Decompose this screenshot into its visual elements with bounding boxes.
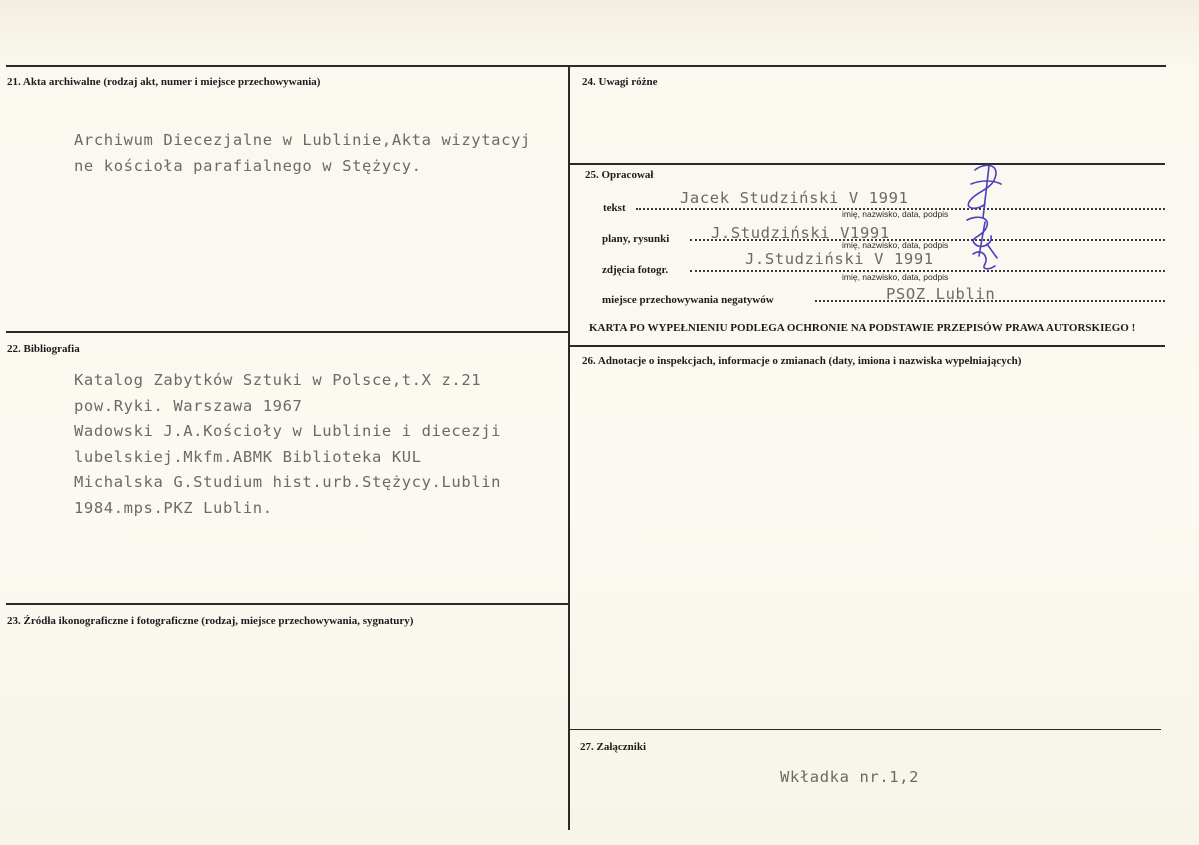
- divider-26-27: [569, 729, 1161, 730]
- bibliography-line-4: lubelskiej.Mkfm.ABMK Biblioteka KUL: [74, 447, 422, 466]
- divider-22-23: [6, 603, 569, 605]
- section-21-text: [74, 128, 531, 179]
- row-plany-label: plany, rysunki: [602, 233, 670, 245]
- section-27-label: 27. Załączniki: [580, 741, 647, 753]
- center-divider: [568, 65, 570, 830]
- row-plany-hint: imię, nazwisko, data, podpis: [842, 240, 949, 250]
- signature-mark: [945, 158, 1015, 278]
- bibliography-line-1: Katalog Zabytków Sztuki w Polsce,t.X z.21: [74, 371, 482, 389]
- row-tekst-label: tekst: [603, 202, 626, 214]
- row-zdjecia-label: zdjęcia fotogr.: [602, 264, 669, 276]
- divider-24-25: [569, 163, 1165, 165]
- section-26-label: 26. Adnotacje o inspekcjach, informacje o zmianach (daty, imiona i nazwiska wypełniających): [582, 355, 1022, 367]
- archive-line-1: Archiwum Diecezjalne w Lublinie,Akta wizytacyj: [74, 131, 531, 149]
- section-22-text: [74, 368, 501, 521]
- section-21-label: 21. Akta archiwalne (rodzaj akt, numer i miejsce przechowywania): [7, 76, 321, 88]
- copyright-notice: KARTA PO WYPEŁNIENIU PODLEGA OCHRONIE NA PODSTAWIE PRZEPISÓW PRAWA AUTORSKIEGO !: [589, 322, 1136, 334]
- bibliography-line-5: Michalska G.Studium hist.urb.Stężycy.Lublin: [74, 473, 502, 491]
- row-tekst-hint: imię, nazwisko, data, podpis: [842, 209, 949, 219]
- row-zdjecia-value: J.Studziński V 1991: [745, 250, 934, 268]
- section-24-label: 24. Uwagi różne: [582, 76, 658, 88]
- archive-line-2: ne kościoła parafialnego w Stężycy.: [74, 156, 422, 175]
- divider-21-22: [6, 331, 569, 333]
- attachments-value: Wkładka nr.1,2: [780, 768, 920, 786]
- bibliography-line-3: Wadowski J.A.Kościoły w Lublinie i diecezji: [74, 422, 502, 440]
- row-tekst-value: Jacek Studziński V 1991: [680, 189, 909, 207]
- top-border: [6, 65, 1166, 67]
- section-23-label: 23. Źródła ikonograficzne i fotograficzne (rodzaj, miejsce przechowywania, sygnatury): [7, 615, 414, 627]
- divider-25-26: [569, 345, 1165, 347]
- bibliography-line-2: pow.Ryki. Warszawa 1967: [74, 396, 303, 415]
- row-negatywy-label: miejsce przechowywania negatywów: [602, 294, 774, 306]
- bibliography-line-6: 1984.mps.PKZ Lublin.: [74, 498, 273, 517]
- section-25-label: 25. Opracował: [585, 169, 654, 181]
- row-plany-value: J.Studziński V1991: [711, 224, 890, 242]
- row-zdjecia-hint: imię, nazwisko, data, podpis: [842, 272, 949, 282]
- row-negatywy-value: PSOZ Lublin: [886, 285, 996, 303]
- section-22-label: 22. Bibliografia: [7, 343, 80, 355]
